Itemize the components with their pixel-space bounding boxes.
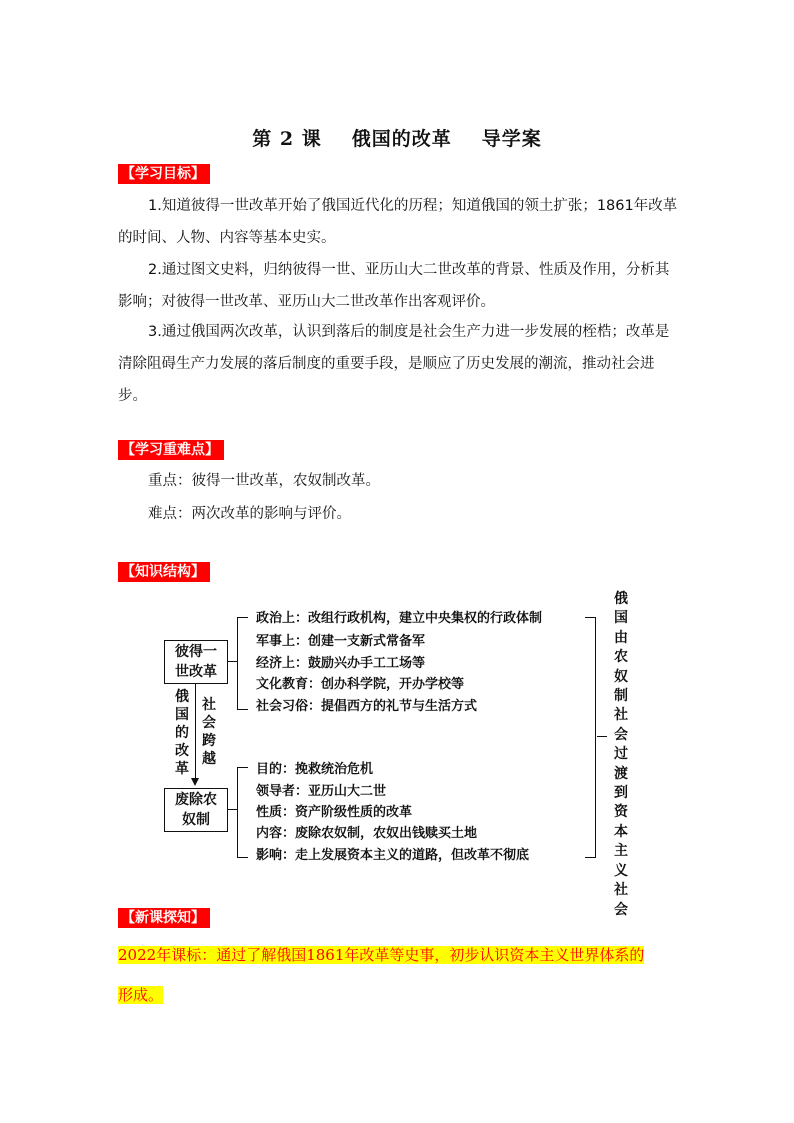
arrow-line: [195, 684, 196, 778]
lesson-number: 第 2 课: [252, 128, 322, 150]
peter-political: 政治上：改组行政机构，建立中央集权的行政体制: [256, 611, 543, 626]
curriculum-standard: 2022年课标：通过了解俄国1861年改革等史事，初步认识资本主义世界体系的: [118, 946, 645, 964]
objective-3: 3.通过俄国两次改革，认识到落后的制度是社会生产力进一步发展的桎梏；改革是清除阻碍生产力发展的落后制度的重要手段，是顺应了历史发展的潮流，推动社会进步。: [118, 324, 670, 404]
serf-purpose: 目的：挽救统治危机: [256, 762, 374, 777]
connector-top: [227, 661, 237, 662]
label-russia-reforms: 俄国的改革: [175, 689, 189, 777]
serf-leader: 领导者：亚历山大二世: [256, 784, 387, 799]
objective-1: 1.知道彼得一世改革开始了俄国近代化的历程；知道俄国的领土扩张；1861年改革的时间、人物、内容等基本史实。: [118, 198, 678, 246]
peter-education: 文化教育：创办科学院，开办学校等: [256, 677, 465, 692]
connector-right: [597, 736, 607, 737]
curriculum-standard-end: 形成。: [118, 986, 164, 1004]
peter-economic: 经济上：鼓励兴办手工工场等: [256, 656, 426, 671]
serf-impact: 影响：走上发展资本主义的道路，但改革不彻底: [256, 848, 530, 863]
peter-military: 军事上：创建一支新式常备军: [256, 634, 426, 649]
box-abolish-serfdom: 废除农奴制: [164, 788, 228, 832]
peter-customs: 社会习俗：提倡西方的礼节与生活方式: [256, 699, 478, 714]
serf-content: 内容：废除农奴制，农奴出钱赎买土地: [256, 826, 478, 841]
section-new-lesson: 【新课探知】: [118, 908, 210, 928]
lesson-type: 导学案: [481, 128, 542, 150]
difficult-point: 难点：两次改革的影响与评价。: [148, 506, 351, 522]
bracket-bottom: [237, 767, 248, 858]
bracket-top: [237, 617, 248, 710]
lesson-topic: 俄国的改革: [351, 128, 452, 150]
arrow-head: [191, 778, 199, 786]
connector-bottom: [227, 809, 237, 810]
label-social-leap: 社会跨越: [202, 697, 216, 767]
page-title: [0, 124, 794, 151]
label-transition: 俄国由农奴制社会过渡到资本主义社会: [614, 591, 628, 918]
box-peter-reform: 彼得一世改革: [164, 640, 228, 684]
section-key-points: 【学习重难点】: [118, 440, 224, 460]
bracket-right: [585, 617, 596, 858]
section-structure: 【知识结构】: [118, 562, 210, 582]
key-point: 重点：彼得一世改革，农奴制改革。: [148, 473, 380, 489]
section-objectives: 【学习目标】: [118, 164, 210, 184]
objective-2: 2.通过图文史料，归纳彼得一世、亚历山大二世改革的背景、性质及作用，分析其影响；对彼得一世改革、亚历山大二世改革作出客观评价。: [118, 262, 670, 310]
serf-nature: 性质：资产阶级性质的改革: [256, 805, 413, 820]
